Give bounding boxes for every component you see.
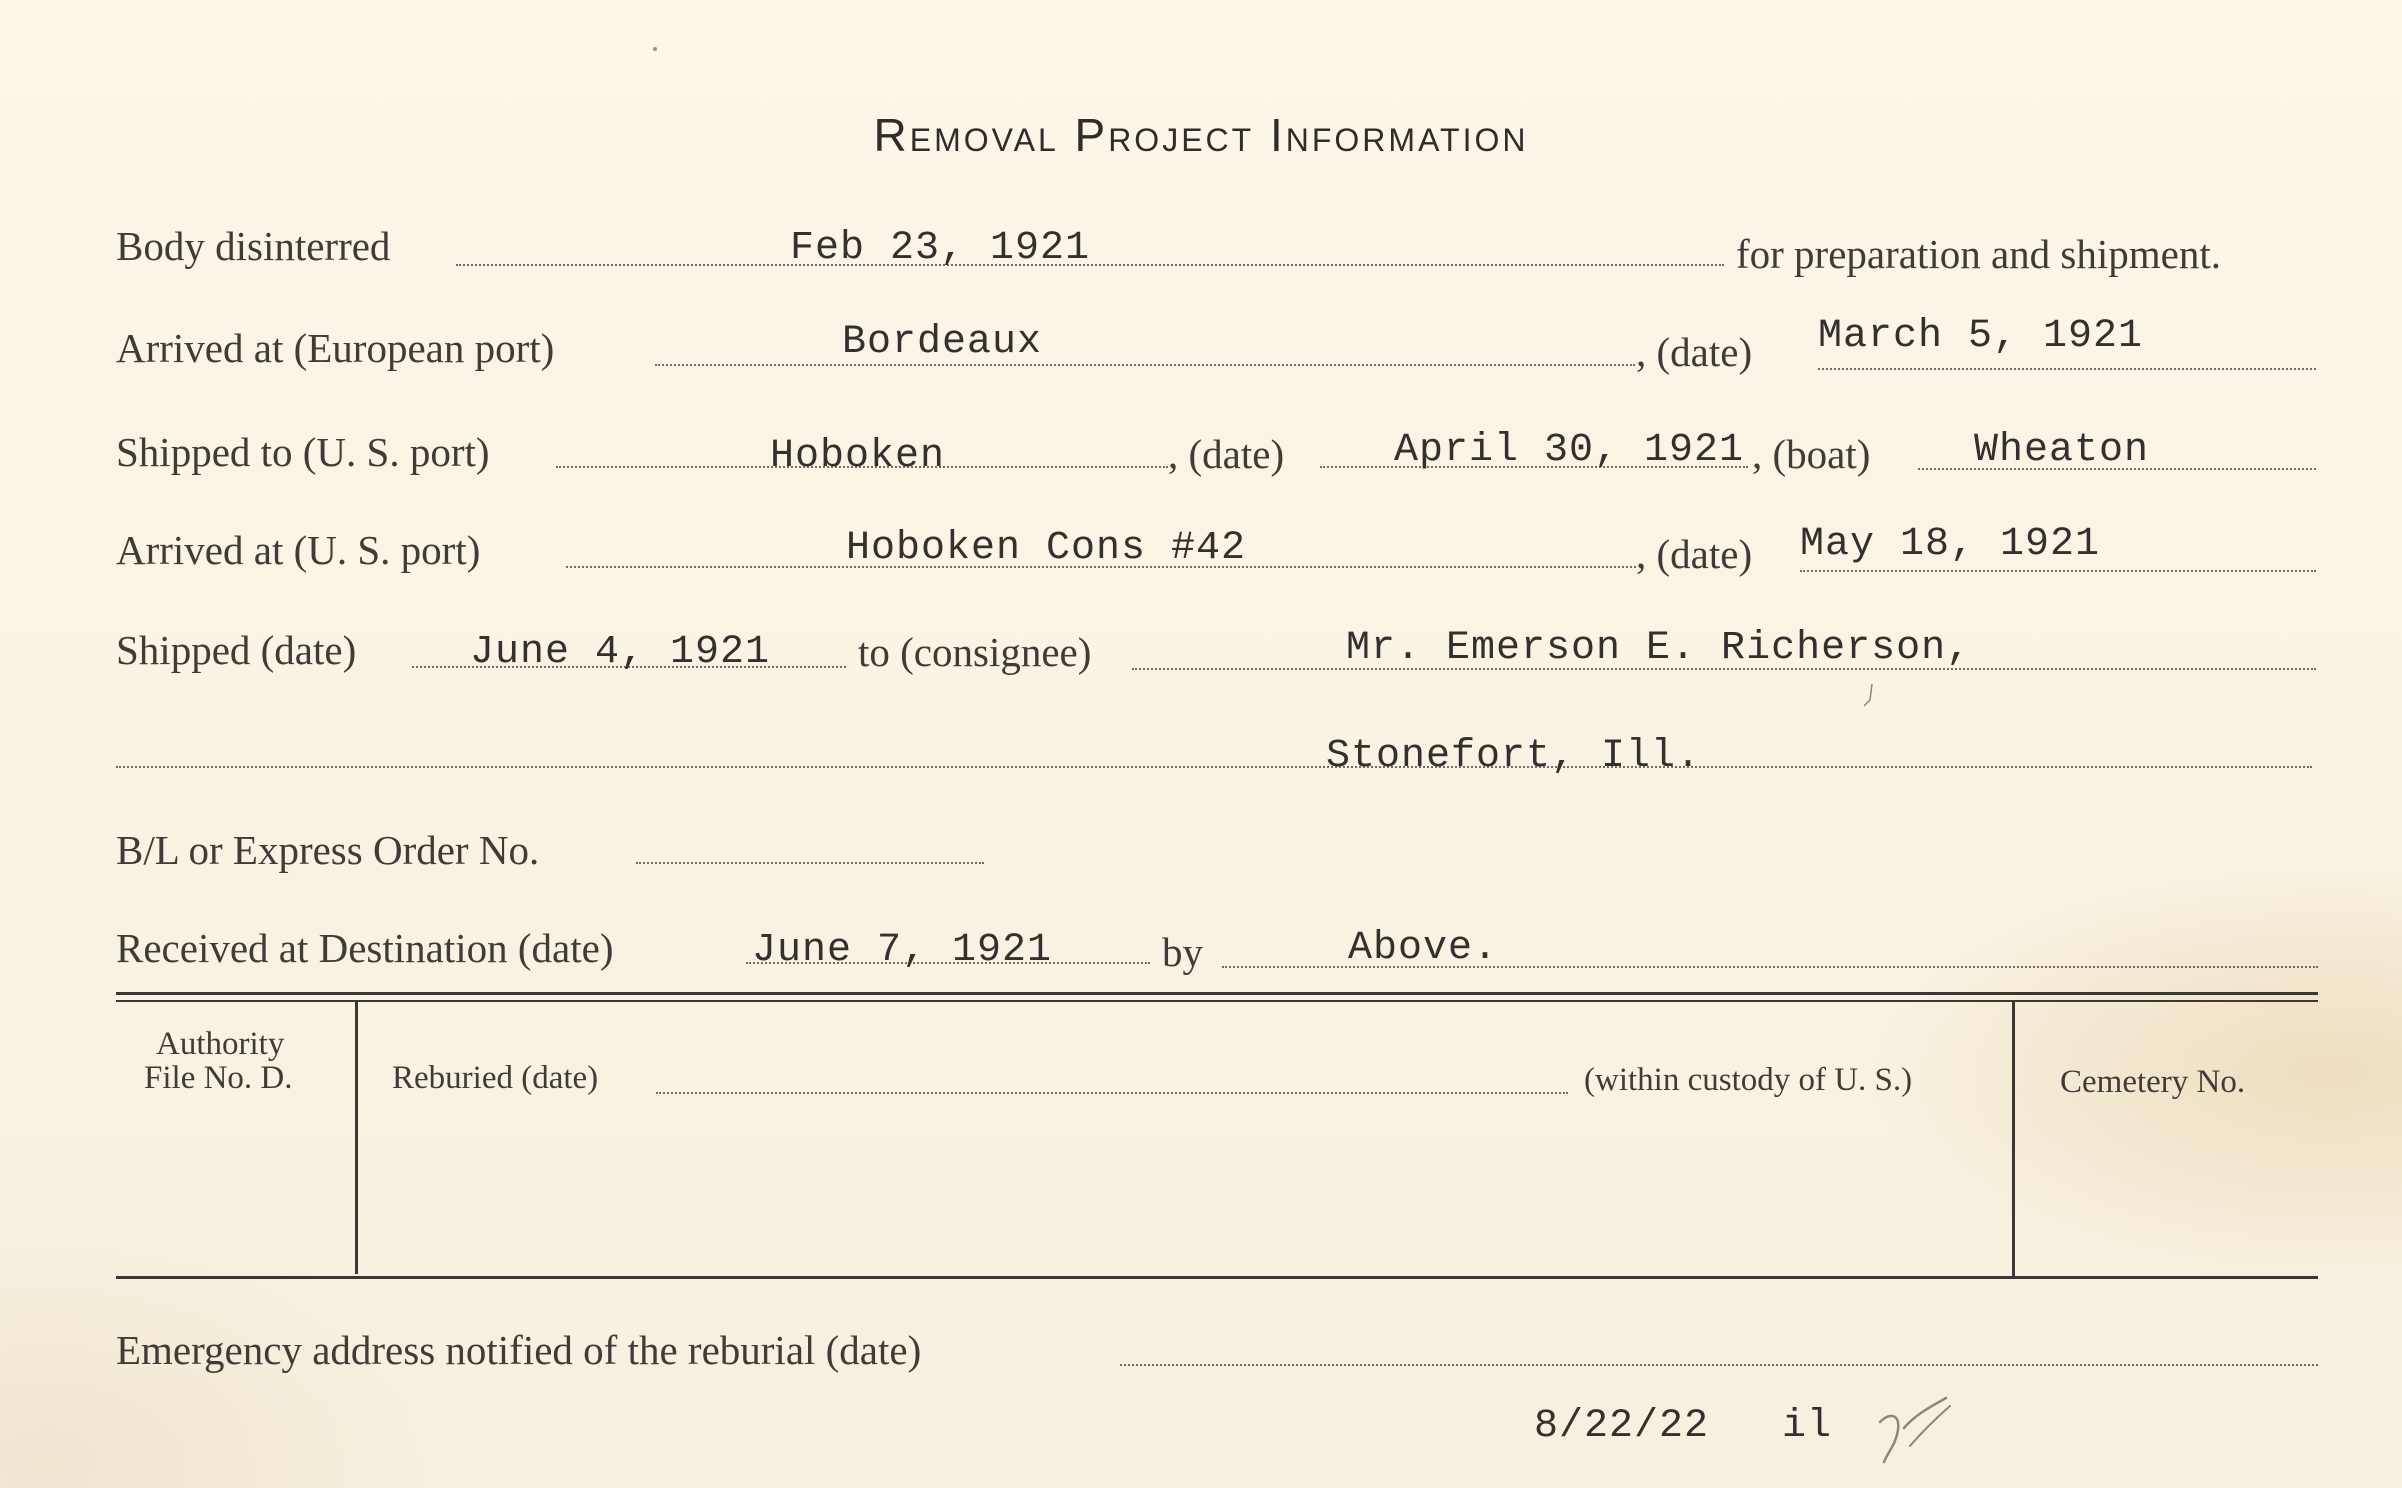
european-port-line: [655, 364, 1635, 366]
shipped-to-us-port-value: Hoboken: [770, 434, 946, 479]
table-top-rule-inner: [116, 1000, 2318, 1002]
shipped-date-label: , (date): [1168, 431, 1285, 477]
consignee-label: to (consignee): [858, 629, 1092, 675]
received-by-label: by: [1162, 929, 1203, 975]
bl-order-line: [636, 862, 984, 864]
custody-label: (within custody of U. S.): [1584, 1062, 1913, 1098]
arrived-us-port-value: Hoboken Cons #42: [846, 526, 1247, 571]
footer-date-value: 8/22/22: [1534, 1404, 1710, 1449]
cemetery-no-label: Cemetery No.: [2060, 1064, 2246, 1100]
authority-label: Authority: [156, 1026, 285, 1062]
boat-label: , (boat): [1752, 431, 1871, 477]
european-port-date-value: March 5, 1921: [1818, 314, 2144, 359]
arrived-us-date-value: May 18, 1921: [1800, 522, 2101, 567]
shipped-date-row-label: Shipped (date): [116, 627, 357, 673]
table-bottom-rule: [116, 1276, 2318, 1279]
received-date-value: June 7, 1921: [752, 928, 1053, 973]
consignee-address-line: [116, 766, 2312, 768]
european-port-value: Bordeaux: [842, 320, 1043, 365]
table-top-rule: [116, 992, 2318, 995]
arrived-us-port-label: Arrived at (U. S. port): [116, 527, 481, 573]
file-no-label: File No. D.: [144, 1060, 293, 1096]
body-disinterred-label: Body disinterred: [116, 223, 391, 269]
reburied-label: Reburied (date): [392, 1060, 599, 1096]
boat-value: Wheaton: [1974, 428, 2150, 473]
footer-initials: il: [1782, 1404, 1833, 1449]
european-port-date-label: , (date): [1636, 329, 1753, 375]
shipped-date-value: April 30, 1921: [1394, 428, 1745, 473]
preparation-shipment-label: for preparation and shipment.: [1736, 231, 2222, 277]
emergency-address-line: [1120, 1364, 2318, 1366]
bl-order-label: B/L or Express Order No.: [116, 827, 540, 873]
ink-speck: [650, 44, 660, 54]
ink-tick: [1860, 682, 1880, 712]
european-port-date-line: [1818, 368, 2316, 370]
consignee-address-value: Stonefort, Ill.: [1326, 734, 1702, 779]
received-destination-label: Received at Destination (date): [116, 925, 614, 971]
received-by-value: Above.: [1348, 926, 1499, 971]
body-disinterred-value: Feb 23, 1921: [790, 226, 1091, 271]
handwritten-mark: [1870, 1392, 1960, 1472]
arrived-us-date-label: , (date): [1636, 531, 1753, 577]
arrived-us-date-line: [1800, 570, 2316, 572]
arrived-european-port-label: Arrived at (European port): [116, 325, 555, 371]
shipped-to-us-port-label: Shipped to (U. S. port): [116, 429, 490, 475]
table-divider-left: [355, 1000, 358, 1274]
table-divider-right: [2012, 1000, 2015, 1276]
consignee-value: Mr. Emerson E. Richerson,: [1346, 626, 1972, 671]
emergency-address-label: Emergency address notified of the reburial (date): [116, 1327, 922, 1373]
reburied-line: [656, 1092, 1568, 1094]
card-title: Removal Project Information: [873, 109, 1529, 161]
shipped-date-row-value: June 4, 1921: [470, 630, 771, 675]
